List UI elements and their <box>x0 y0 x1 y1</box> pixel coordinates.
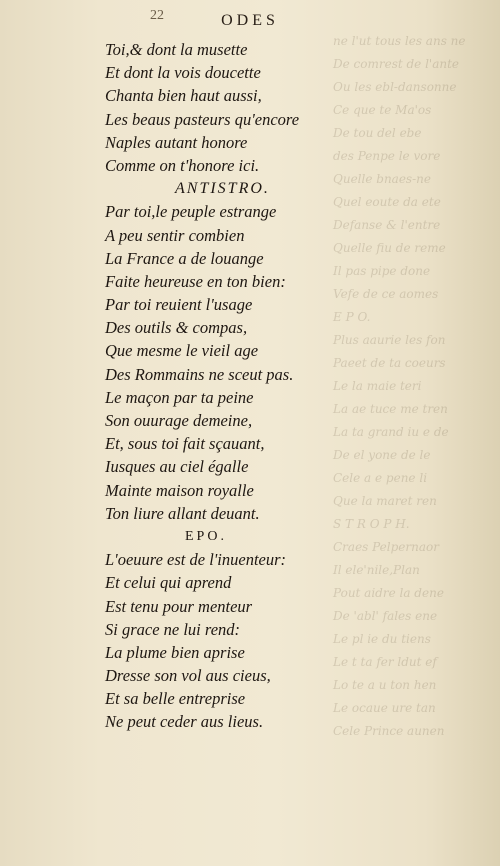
verse-line: Des outils & compas, <box>105 318 248 338</box>
section-heading-antistro: ANTISTRO. <box>175 180 270 198</box>
verse-line: Et, sous toi fait sçauant, <box>105 434 265 454</box>
verse-line: Son ouurage demeine, <box>105 411 253 430</box>
verse-line: Est tenu pour menteur <box>105 596 253 616</box>
running-head: ODES <box>221 12 279 29</box>
verse-line: Le maçon par ta peine <box>105 387 254 407</box>
verse-line: Iusques au ciel égalle <box>105 457 249 477</box>
page-number: 22 <box>150 8 164 23</box>
verse-line: Et sa belle entreprise <box>105 689 246 709</box>
verse-line: A peu sentir combien <box>105 225 245 245</box>
verse-line: Comme on t'honore ici. <box>105 155 260 175</box>
verse-line: Chanta bien haut aussi, <box>105 86 262 106</box>
verse-line: Faite heureuse en ton bien: <box>105 271 286 291</box>
stanza-antistrophe <box>105 177 325 525</box>
verse-line: Par toi,le peuple estrange <box>105 202 277 222</box>
poem-body <box>105 38 325 734</box>
verse-line: Ton liure allant deuant. <box>105 503 260 523</box>
stanza-epode <box>105 525 325 734</box>
verse-line: Ne peut ceder aus lieus. <box>105 712 264 732</box>
verse-line: Et celui qui aprend <box>105 573 232 593</box>
verse-line: L'oeuure est de l'inuenteur: <box>105 550 287 570</box>
verse-line: Et dont la vois doucette <box>105 63 261 83</box>
verse-line: Mainte maison royalle <box>105 480 254 500</box>
verse-line: Que mesme le vieil age <box>105 341 259 361</box>
verse-line: La France a de louange <box>105 248 264 268</box>
verse-line: Toi,& dont la musette <box>105 40 248 59</box>
verse-line: Des Rommains ne sceut pas. <box>105 364 294 384</box>
verse-line: La plume bien aprise <box>105 642 245 662</box>
verse-line: Les beaus pasteurs qu'encore <box>105 109 300 129</box>
stanza-strophe <box>105 38 325 177</box>
show-through-text: ne l'ut tous les ans ne De comrest de l'ante Ou les ebl-dansonne Ce que te Ma'os De tou del ebe des Penpe le vore Quelle bnaes-ne Quel eoute da ete Defanse & l'entre Quelle fiu de reme Il pas pipe done Vefe de ce aomes E P O. Plus aaurie les fon Paeet de ta coeurs Le la maie teri La ae tuce me tren La ta grand iu e de De el yone de le Cele a e pene li Que la maret ren S T R O P H. Craes Pelpernaor Il ele'nile,Plan Pout aidre la dene De 'abl' fales ene Le pl ie du tiens Le t ta fer ldut ef Lo te a u ton hen Le ocaue ure tan Cele Prince aunen <box>333 34 466 738</box>
verse-line: Dresse son vol aus cieus, <box>105 666 271 686</box>
verse-line: Naples autant honore <box>105 132 248 152</box>
section-heading-epo: EPO. <box>185 528 227 544</box>
verse-line: Si grace ne lui rend: <box>105 619 241 639</box>
verse-line: Par toi reuient l'usage <box>105 295 253 315</box>
